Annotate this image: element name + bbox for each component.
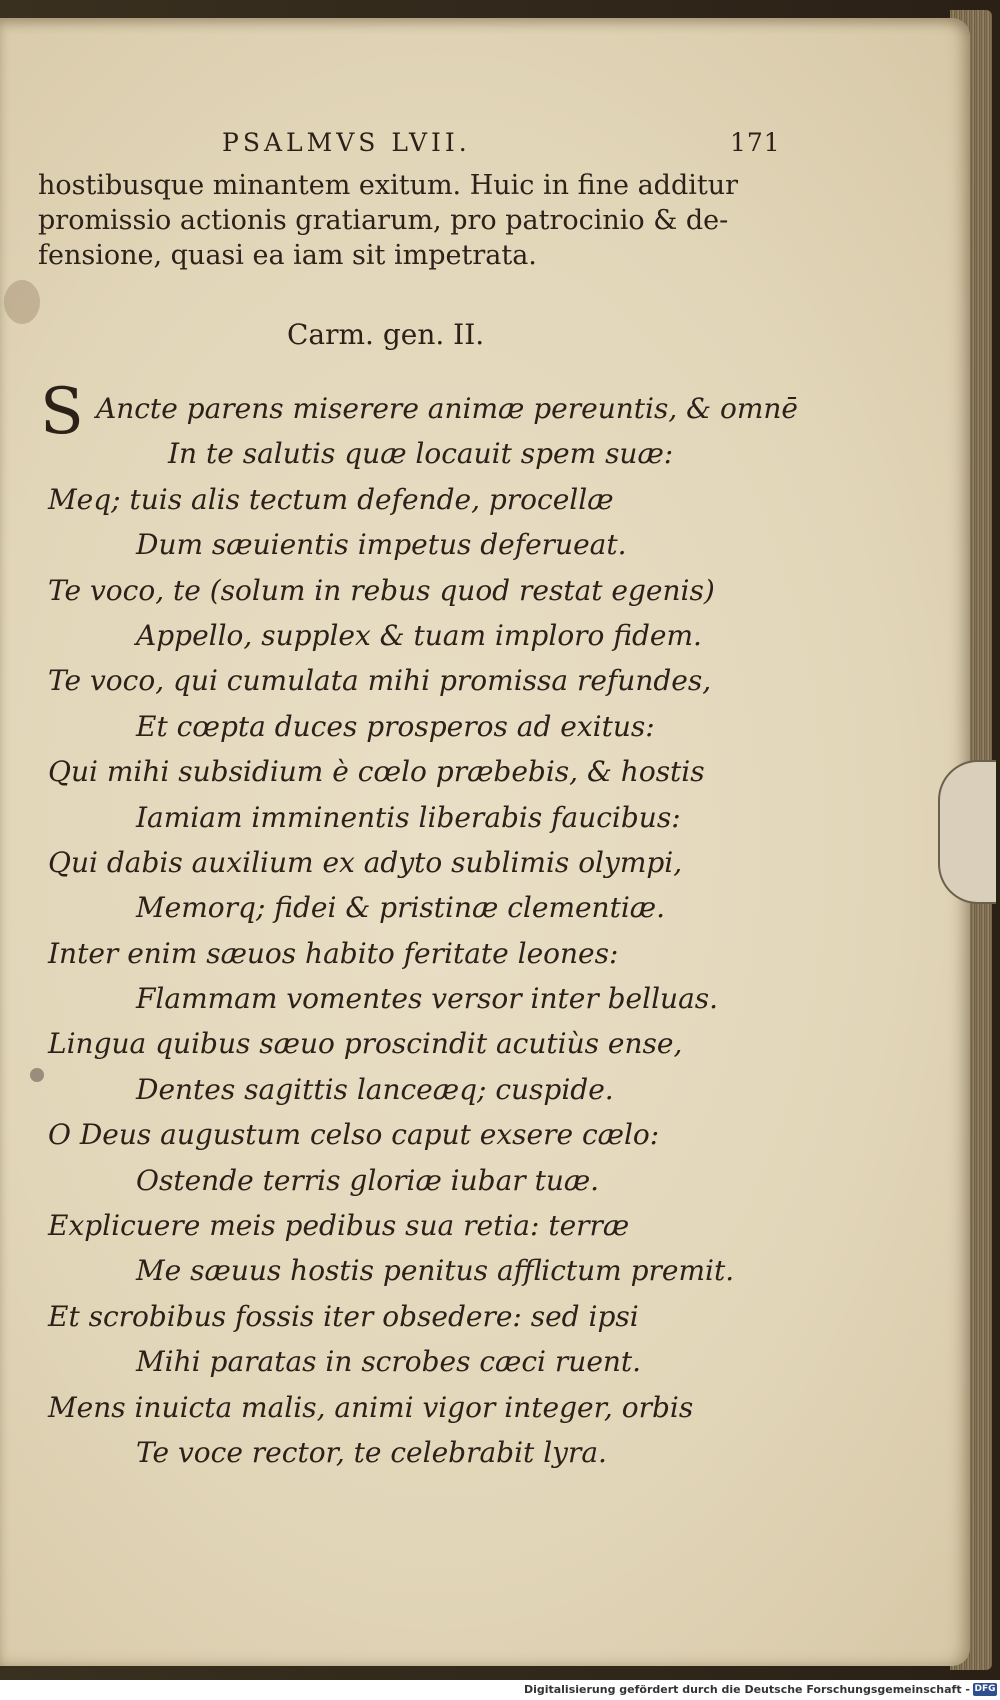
- verse-line: [40, 375, 798, 449]
- verse-line: Et cœpta duces prosperos ad exitus:: [136, 709, 655, 743]
- verse-line: Me sæuus hostis penitus afflictum premit.: [136, 1254, 735, 1288]
- verse-line: Memorq; fidei & pristinæ clementiæ.: [136, 891, 666, 925]
- verse-line: Mens inuicta malis, animi vigor integer, orbis: [48, 1390, 694, 1424]
- verse-line: Te voco, qui cumulata mihi promissa refundes,: [48, 664, 712, 698]
- section-heading: Carm. gen. II.: [287, 318, 485, 351]
- digitization-footer: [0, 1680, 1000, 1700]
- verse-line: Lingua quibus sæuo proscindit acutiùs ense,: [48, 1027, 683, 1061]
- prose-line: fensione, quasi ea iam sit impetrata.: [38, 240, 537, 271]
- prose-line: promissio actionis gratiarum, pro patrocinio & de-: [38, 205, 729, 236]
- prose-line: hostibusque minantem exitum. Huic in fine additur: [38, 170, 739, 201]
- paper-stain: [30, 1068, 44, 1082]
- drop-cap: S: [40, 375, 84, 449]
- verse-line: Te voce rector, te celebrabit lyra.: [136, 1435, 607, 1469]
- verse-line: Iamiam imminentis liberabis faucibus:: [136, 800, 681, 834]
- folio-number: 171: [730, 128, 781, 157]
- verse-line: Inter enim sæuos habito feritate leones:: [48, 936, 619, 970]
- verse-line: Explicuere meis pedibus sua retia: terræ: [48, 1209, 630, 1243]
- verse-line: Mihi paratas in scrobes cæci ruent.: [136, 1345, 642, 1379]
- verse-line: O Deus augustum celso caput exsere cælo:: [48, 1118, 660, 1152]
- paper-stain: [4, 280, 40, 324]
- verse-line: Et scrobibus fossis iter obsedere: sed ipsi: [48, 1299, 639, 1333]
- verse-line: Flammam vomentes versor inter belluas.: [136, 982, 719, 1016]
- verse-line: Qui mihi subsidium è cœlo præbebis, & hostis: [48, 755, 705, 789]
- dfg-logo: DFG: [974, 1684, 996, 1694]
- verse-line: Appello, supplex & tuam imploro fidem.: [136, 618, 702, 652]
- verse-line: Dum sæuientis impetus deferueat.: [136, 528, 627, 562]
- verse-block: [40, 375, 798, 1475]
- prose-paragraph: [38, 168, 808, 273]
- verse-line: Dentes sagittis lanceæq; cuspide.: [136, 1072, 614, 1106]
- verse-line: In te salutis quæ locauit spem suæ:: [168, 437, 674, 471]
- verse-line: Meq; tuis alis tectum defende, procellæ: [48, 482, 614, 516]
- verse-line: Qui dabis auxilium ex adyto sublimis olympi,: [48, 845, 683, 879]
- verse-line-text: Ancte parens miserere animæ pereuntis, & omnē: [96, 392, 798, 425]
- verse-line: Ostende terris gloriæ iubar tuæ.: [136, 1163, 600, 1197]
- running-title: PSALMVS LVII.: [222, 128, 471, 157]
- funding-credit: Digitalisierung gefördert durch die Deutsche Forschungsgemeinschaft -: [523, 1683, 970, 1696]
- bookmark-clip: [938, 760, 996, 904]
- verse-line: Te voco, te (solum in rebus quod restat egenis): [48, 573, 715, 607]
